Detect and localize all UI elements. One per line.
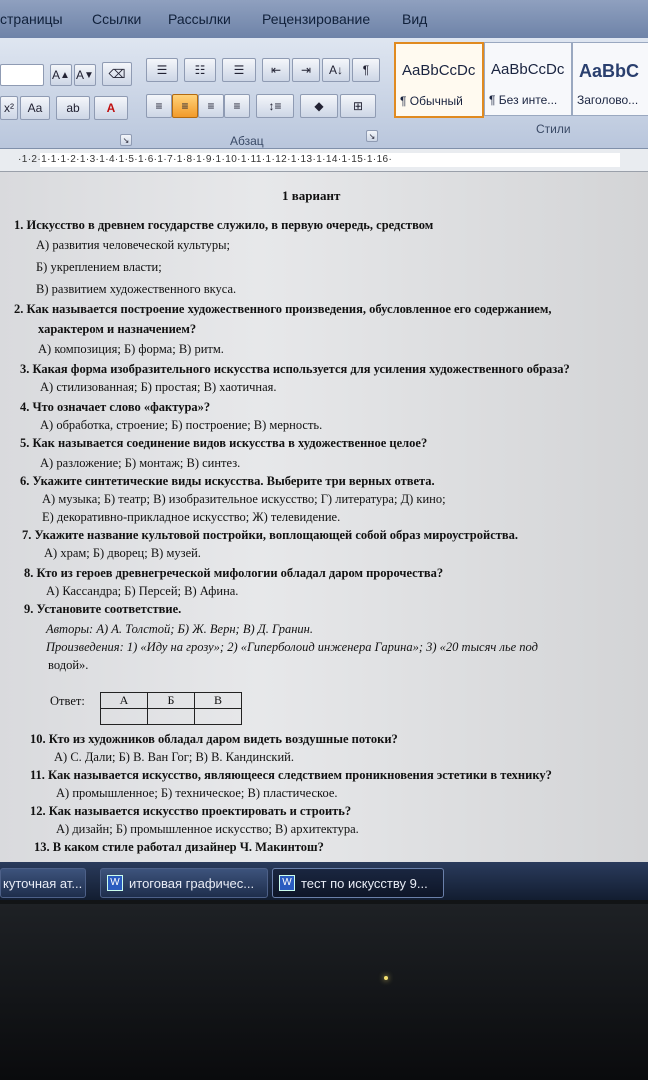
ribbon-tabs	[0, 0, 648, 38]
taskbar-item-2[interactable]	[100, 868, 268, 898]
answer-cell-a[interactable]	[101, 709, 148, 725]
q12-options: А) дизайн; Б) промышленное искусство; В) архитектура.	[56, 822, 359, 836]
question-12: 12. Как называется искусство проектировать и строить?	[30, 804, 352, 818]
question-1: 1. Искусство в древнем государстве служило, в первую очередь, средством	[14, 218, 434, 232]
q3-options: А) стилизованная; Б) простая; В) хаотичная.	[40, 380, 277, 394]
decrease-indent-icon[interactable]: ⇤	[262, 58, 290, 82]
tab-references[interactable]: Ссылки	[92, 11, 142, 27]
q1-option-b: Б) укреплением власти;	[36, 260, 162, 274]
increase-indent-icon[interactable]: ⇥	[292, 58, 320, 82]
q11-options: А) промышленное; Б) техническое; В) пластическое.	[56, 786, 338, 800]
q2-options: А) композиция; Б) форма; В) ритм.	[38, 342, 224, 356]
style-normal-sample: AaBbCcDc	[402, 62, 476, 79]
question-7: 7. Укажите название культовой постройки, воплощающей собой образ мироустройства.	[22, 528, 519, 542]
change-case-icon[interactable]: Aa	[20, 96, 50, 120]
tab-page-layout[interactable]: страницы	[0, 11, 63, 27]
answer-cell-b[interactable]	[148, 709, 195, 725]
taskbar-item-2-label: итоговая графичес...	[129, 875, 255, 891]
question-10: 10. Кто из художников обладал даром видеть воздушные потоки?	[30, 732, 398, 746]
q6-options-2: Е) декоративно-прикладное искусство; Ж) телевидение.	[42, 510, 341, 524]
doc-heading: 1 вариант	[282, 188, 341, 203]
document-page[interactable]	[0, 172, 648, 872]
ribbon	[0, 38, 648, 149]
taskbar-item-1[interactable]	[0, 868, 86, 898]
q7-options: А) храм; Б) дворец; В) музей.	[44, 546, 201, 560]
font-color-icon[interactable]: A	[94, 96, 128, 120]
font-size-box[interactable]	[0, 64, 44, 86]
font-dialog-launcher-icon[interactable]: ↘	[120, 134, 132, 146]
word-doc-icon: W	[279, 875, 295, 891]
word-doc-icon: W	[107, 875, 123, 891]
power-led-icon	[384, 976, 388, 980]
paragraph-dialog-launcher-icon[interactable]: ↘	[366, 130, 378, 142]
q9-works-cont: водой».	[48, 658, 89, 672]
pilcrow-icon[interactable]: ¶	[352, 58, 380, 82]
style-heading-sample: AaBbC	[579, 61, 640, 81]
question-13: 13. В каком стиле работал дизайнер Ч. Макинтош?	[34, 840, 324, 854]
clear-format-icon[interactable]: ⌫	[102, 62, 132, 86]
q9-works: Произведения: 1) «Иду на грозу»; 2) «Гиперболоид инженера Гарина»; 3) «20 тысяч лье под	[46, 640, 538, 654]
bullets-icon[interactable]: ☰	[146, 58, 178, 82]
question-4: 4. Что означает слово «фактура»?	[20, 400, 211, 414]
style-normal-name: ¶ Обычный	[400, 94, 463, 108]
grow-font-icon[interactable]: A ▲	[50, 64, 72, 86]
justify-icon[interactable]: ≡	[224, 94, 250, 118]
style-normal[interactable]	[394, 42, 484, 118]
styles-group-label: Стили	[536, 122, 571, 136]
answer-cell-c[interactable]	[195, 709, 242, 725]
ruler-marks: ·1·2·1·1·1·2·1·3·1·4·1·5·1·6·1·7·1·8·1·9·1·10·1·11·1·12·1·13·1·14·1·15·1·16·	[18, 154, 393, 165]
q6-options-1: А) музыка; Б) театр; В) изобразительное искусство; Г) литература; Д) кино;	[42, 492, 446, 506]
q9-authors: Авторы: А) А. Толстой; Б) Ж. Верн; В) Д. Гранин.	[46, 622, 314, 636]
question-8: 8. Кто из героев древнегреческой мифологии обладал даром пророчества?	[24, 566, 444, 580]
q8-options: А) Кассандра; Б) Персей; В) Афина.	[46, 584, 239, 598]
tab-mailings[interactable]: Рассылки	[168, 11, 231, 27]
highlight-icon[interactable]: ab	[56, 96, 90, 120]
case-icon[interactable]: x²	[0, 96, 18, 120]
question-3: 3. Какая форма изобразительного искусства используется для усиления художественного образа?	[20, 362, 570, 376]
answer-label: Ответ:	[50, 694, 85, 708]
answer-header-a: А	[101, 693, 148, 709]
question-2: 2. Как называется построение художественного произведения, обусловленное его содержанием,	[14, 302, 552, 316]
answer-header-b: Б	[148, 693, 195, 709]
shrink-font-icon[interactable]: A ▼	[74, 64, 96, 86]
align-left-icon[interactable]: ≡	[146, 94, 172, 118]
borders-icon[interactable]: ⊞	[340, 94, 376, 118]
taskbar	[0, 862, 648, 900]
q4-options: А) обработка, строение; Б) построение; В) мерность.	[40, 418, 323, 432]
question-11: 11. Как называется искусство, являющееся следствием проникновения эстетики в технику?	[30, 768, 552, 782]
question-9: 9. Установите соответствие.	[24, 602, 182, 616]
question-6: 6. Укажите синтетические виды искусства. Выберите три верных ответа.	[20, 474, 435, 488]
line-spacing-icon[interactable]: ↕≡	[256, 94, 294, 118]
style-no-spacing[interactable]	[484, 42, 572, 116]
q1-option-c: В) развитием художественного вкуса.	[36, 282, 237, 296]
tab-review[interactable]: Рецензирование	[262, 11, 371, 27]
question-5: 5. Как называется соединение видов искусства в художественное целое?	[20, 436, 428, 450]
style-heading-name: Заголово...	[577, 93, 639, 107]
question-2-cont: характером и назначением?	[38, 322, 197, 336]
q1-option-a: А) развития человеческой культуры;	[36, 238, 230, 252]
style-heading[interactable]	[572, 42, 648, 116]
align-right-icon[interactable]: ≡	[198, 94, 224, 118]
paragraph-group-label: Абзац	[230, 134, 264, 148]
ruler[interactable]	[0, 149, 648, 172]
taskbar-item-3[interactable]	[272, 868, 444, 898]
answer-header-c: В	[195, 693, 242, 709]
taskbar-item-3-label: тест по искусству 9...	[301, 875, 428, 891]
shading-icon[interactable]: ◆	[300, 94, 338, 118]
q5-options: А) разложение; Б) монтаж; В) синтез.	[40, 456, 241, 470]
tab-view[interactable]: Вид	[402, 11, 428, 27]
answer-table	[100, 692, 242, 725]
align-center-icon[interactable]: ≡	[172, 94, 198, 118]
multilevel-list-icon[interactable]: ☰	[222, 58, 256, 82]
style-no-spacing-name: ¶ Без инте...	[489, 93, 558, 107]
style-no-spacing-sample: AaBbCcDc	[491, 61, 565, 78]
monitor-bezel	[0, 904, 648, 1080]
taskbar-item-1-label: куточная ат...	[3, 875, 83, 891]
numbering-icon[interactable]: ☷	[184, 58, 216, 82]
sort-icon[interactable]: A↓	[322, 58, 350, 82]
q10-options: А) С. Дали; Б) В. Ван Гог; В) В. Кандинский.	[54, 750, 294, 764]
